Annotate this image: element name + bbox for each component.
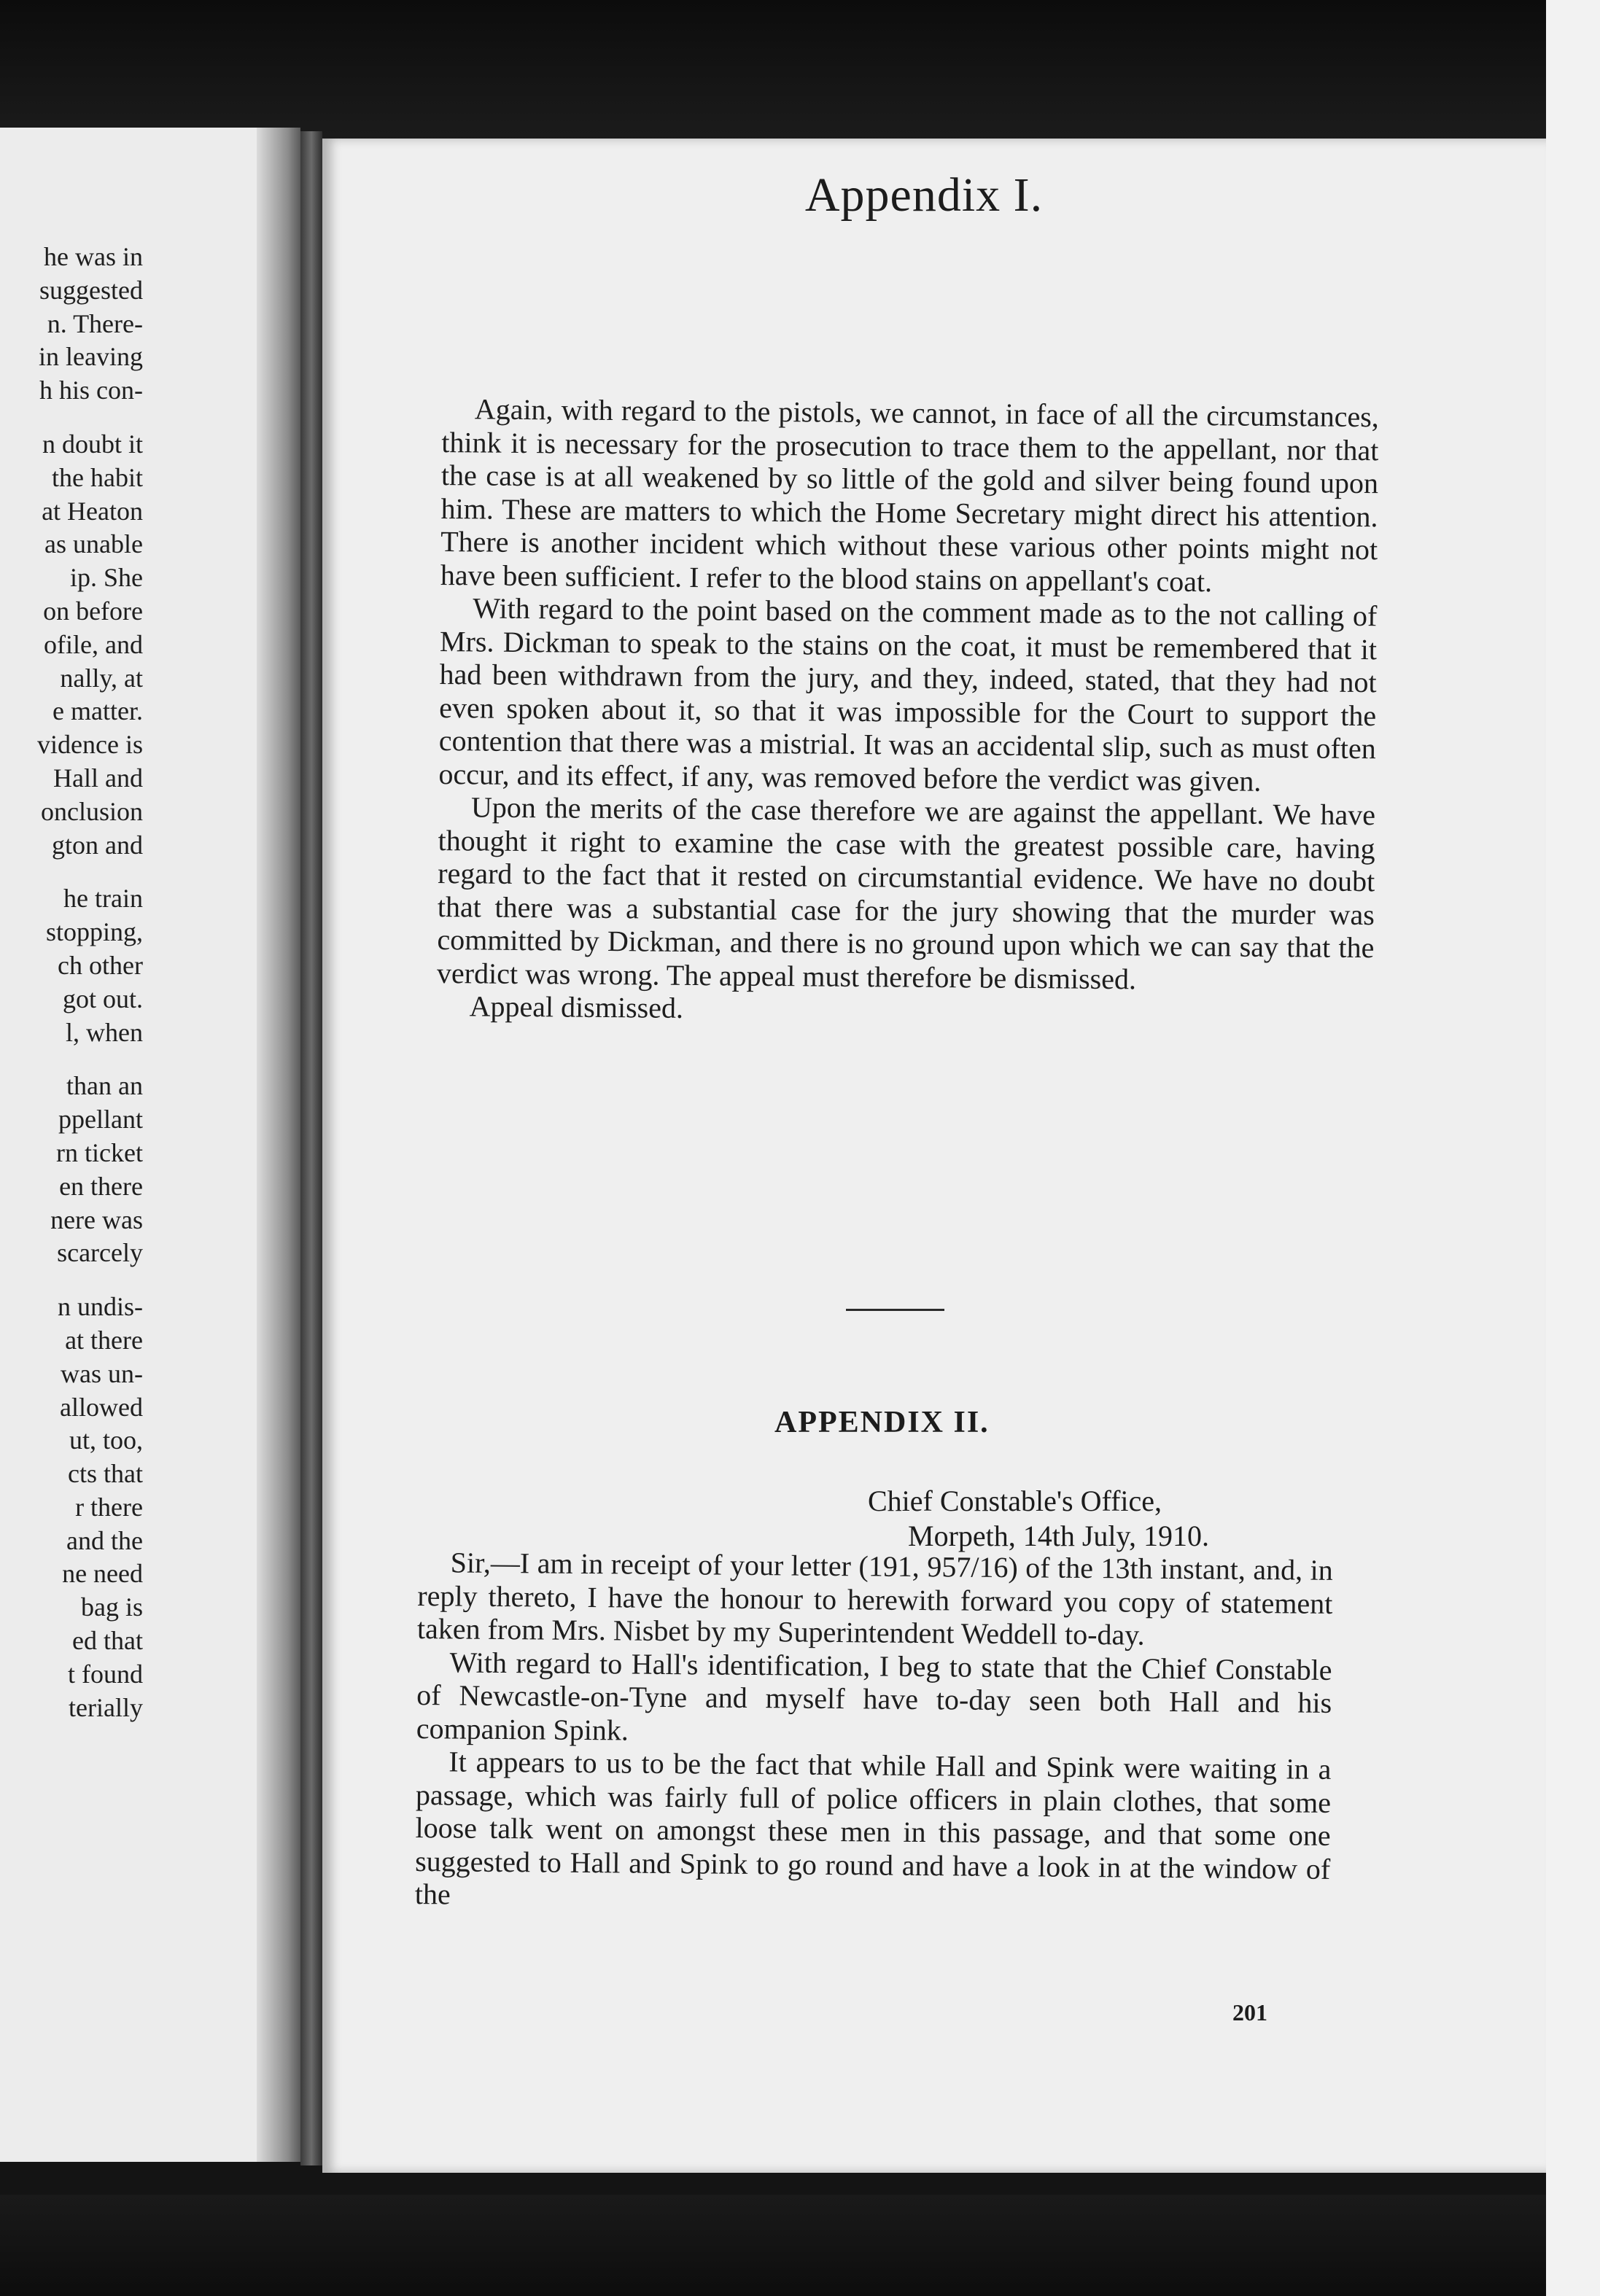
left-page-line: stopping, (45, 917, 143, 947)
address-line-1: Chief Constable's Office, (868, 1484, 1162, 1517)
left-page-line: nally, at (60, 663, 143, 693)
appendix2-paragraph: It appears to us to be the fact that while Hall and Spink were waiting in a passage, which was fairly full of police officers in plain clothes, that some loose talk went on amongst these men in this passage, and that some one suggested to Hall and Spink to go round and have a look in at the window of the (414, 1745, 1332, 1911)
appendix1-paragraph: Again, with regard to the pistols, we cannot, in face of all the circumstances, think it is necessary for the prosecution to trace them to the appellant, nor that the case is at all weakened by so little of the gold and silver being found upon him. These are matters to which the Home Secretary might direct his attention. There is another incident which without these various other points might not have been sufficient. I refer to the blood stains on appellant's coat. (440, 392, 1379, 598)
left-page-line: Hall and (53, 763, 143, 793)
appendix2-paragraph: With regard to Hall's identification, I beg to state that the Chief Constable of Newcastle-on-Tyne and myself have to-day seen both Hall and his companion Spink. (416, 1645, 1332, 1747)
left-page-line: en there (59, 1171, 143, 1201)
left-page-gutter-shadow (257, 128, 300, 2162)
left-page-line: nere was (50, 1205, 143, 1234)
left-page-line: gton and (52, 830, 143, 860)
left-page-line: h his con- (39, 375, 143, 405)
appendix2-body (415, 1546, 1333, 1918)
left-page-gap (0, 1049, 143, 1070)
letter-address (868, 1484, 1209, 1554)
left-page-line: r there (75, 1492, 143, 1522)
left-page-line: at there (65, 1325, 143, 1355)
left-page-line: n doubt it (42, 429, 143, 459)
left-page-line: ppellant (58, 1105, 143, 1135)
left-page-text (0, 241, 143, 1724)
left-page-gap (0, 1270, 143, 1291)
page-number: 201 (1232, 1999, 1267, 2025)
left-page-line: e matter. (53, 696, 143, 726)
left-page-line: on before (43, 596, 143, 626)
book-spine (300, 131, 322, 2165)
left-page-line: at Heaton (42, 496, 143, 526)
appendix1-body (436, 392, 1378, 1031)
appendix2-paragraph: Sir,—I am in receipt of your letter (191, 957/16) of the 13th instant, and, in reply thereto, I have the honour to herewith forward you copy of statement taken from Mrs. Nisbet by my Superintendent Weddell to-day. (416, 1546, 1333, 1651)
left-page-line: the habit (52, 462, 143, 492)
left-page-line: bag is (81, 1592, 143, 1622)
left-page-line: got out. (62, 984, 143, 1013)
appendix1-paragraph: With regard to the point based on the comment made as to the not calling of Mrs. Dickman to speak to the stains on the coat, it must be remembered that it had been withdrawn from the jury, and they, indeed, stated, that they had not even spoken about it, so that it was impossible for the Court to support the contention that there was a mistrial. It was an accidental slip, such as must often occur, and its effect, if any, was removed before the verdict was given. (438, 591, 1378, 798)
left-page-line: ofile, and (44, 629, 143, 659)
left-page-gap (0, 862, 143, 882)
section-divider (846, 1309, 944, 1311)
left-page-line: suggested (39, 275, 143, 305)
left-page-line: was un- (61, 1358, 143, 1388)
left-page-line: vidence is (37, 730, 143, 760)
left-page-line: than an (66, 1071, 143, 1101)
appendix1-closing: Appeal dismissed. (469, 989, 684, 1024)
left-page-line: ne need (62, 1559, 143, 1589)
left-page-line: ed that (72, 1626, 143, 1656)
left-page-line: terially (69, 1692, 143, 1722)
left-page-line: he was in (44, 242, 143, 271)
left-page-line: ip. She (69, 563, 143, 593)
left-page-line: onclusion (41, 796, 143, 826)
left-page-line: n. There- (47, 308, 143, 338)
left-page-line: in leaving (39, 342, 143, 372)
left-page-line: and the (66, 1525, 143, 1555)
left-page-line: ut, too, (69, 1425, 143, 1455)
left-page-line: allowed (60, 1392, 143, 1422)
left-page-line: rn ticket (56, 1137, 143, 1167)
left-page-line: t found (68, 1659, 143, 1689)
left-page-gap (0, 408, 143, 428)
left-page-line: cts that (68, 1459, 143, 1489)
left-page-line: scarcely (57, 1238, 143, 1268)
left-page-line: n undis- (58, 1292, 143, 1322)
left-page-line: as unable (44, 529, 143, 559)
appendix1-heading: Appendix I. (804, 168, 1044, 222)
left-page-line: ch other (58, 950, 143, 980)
scan-right-margin (1546, 0, 1600, 2296)
left-page-line: l, when (66, 1017, 143, 1047)
left-page-line: he train (63, 884, 143, 914)
scan-bottom-edge (0, 2195, 1600, 2296)
appendix1-paragraph: Upon the merits of the case therefore we are against the appellant. We have thought it right to examine the case with the greatest possible care, having regard to the fact that it rested on circumstantial evidence. We have no doubt that there was a substantial case for the jury showing that the murder was committed by Dickman, and there is no ground upon which we can say that the verdict was wrong. The appeal must therefore be dismissed. (436, 790, 1376, 995)
address-line-2: Morpeth, 14th July, 1910. (908, 1519, 1209, 1552)
appendix2-heading: APPENDIX II. (774, 1406, 990, 1439)
